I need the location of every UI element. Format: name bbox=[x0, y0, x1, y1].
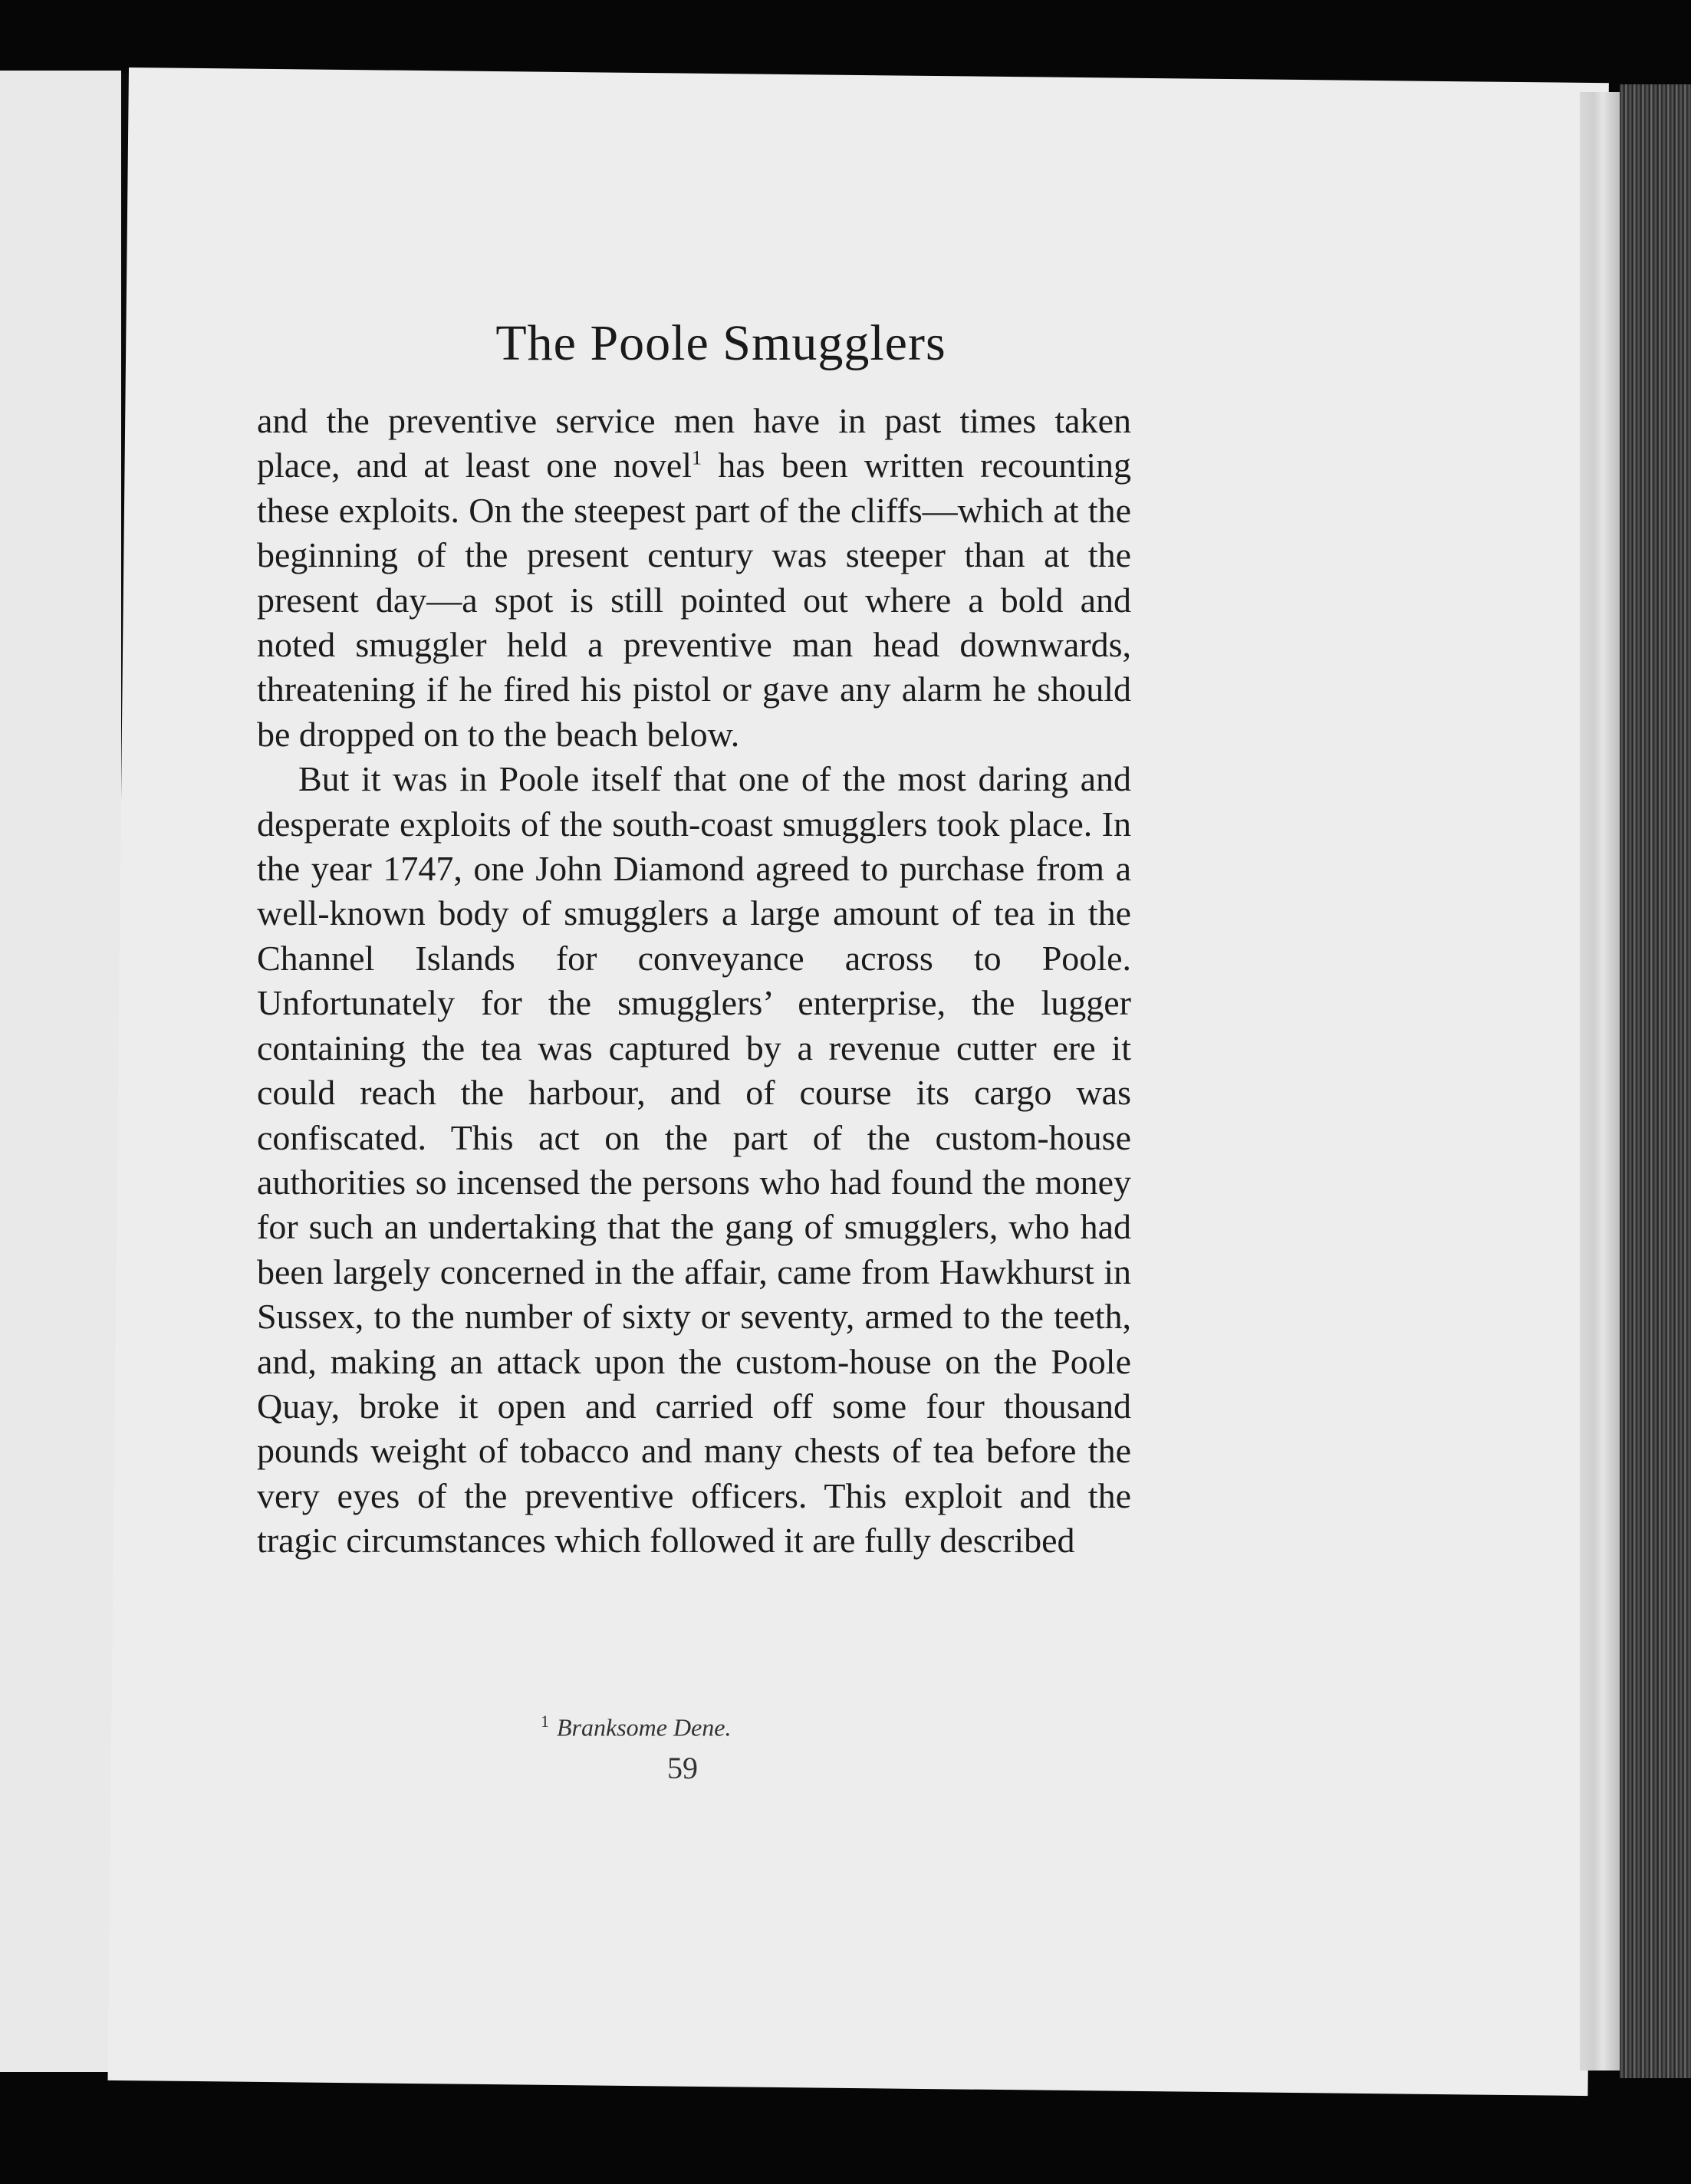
footnote-marker: 1 bbox=[541, 1712, 549, 1731]
footnote bbox=[541, 1712, 731, 1742]
page-number: 59 bbox=[667, 1751, 698, 1785]
paragraph-1-part-b: has been written recounting these exploits. On the steepest part of the cliffs—which at the beginning of the present century was steeper than at the present day—a spot is still pointed out where a bold and noted smuggler held a preventive man head downwards, threatening if he fired his pistol or gave any alarm he should be dropped on to the beach below. bbox=[257, 446, 1131, 754]
paragraph-1 bbox=[257, 399, 1131, 757]
footnote-text: Branksome Dene. bbox=[557, 1713, 732, 1742]
footnote-reference: 1 bbox=[692, 447, 702, 470]
left-page-edge bbox=[0, 71, 121, 2072]
body-text bbox=[257, 399, 1131, 1564]
book-fore-edge bbox=[1620, 84, 1691, 2078]
paragraph-2: But it was in Poole itself that one of the most daring and desperate exploits of the south-coast smugglers took place. In the year 1747, one John Diamond agreed to purchase from a well-known body of smugglers a large amount of tea in the Channel Islands for conveyance across to Poole. Unfortunately for the smugglers’ enterprise, the lugger containing the tea was captured by a revenue cutter ere it could reach the harbour, and of course its cargo was confiscated. This act on the part of the custom-house authorities so incensed the persons who had found the money for such an undertaking that the gang of smugglers, who had been largely concerned in the affair, came from Hawkhurst in Sussex, to the number of sixty or seventy, armed to the teeth, and, making an attack upon the custom-house on the Poole Quay, broke it open and carried off some four thousand pounds weight of tobacco and many chests of tea before the very eyes of the preventive officers. This exploit and the tragic circumstances which followed it are fully described bbox=[257, 759, 1131, 1561]
paragraph-1-part-a: and the preventive service men have in past times taken place, and at least one novel bbox=[257, 401, 1131, 485]
page-stack-edge bbox=[1580, 92, 1620, 2071]
running-title: The Poole Smugglers bbox=[495, 315, 946, 371]
